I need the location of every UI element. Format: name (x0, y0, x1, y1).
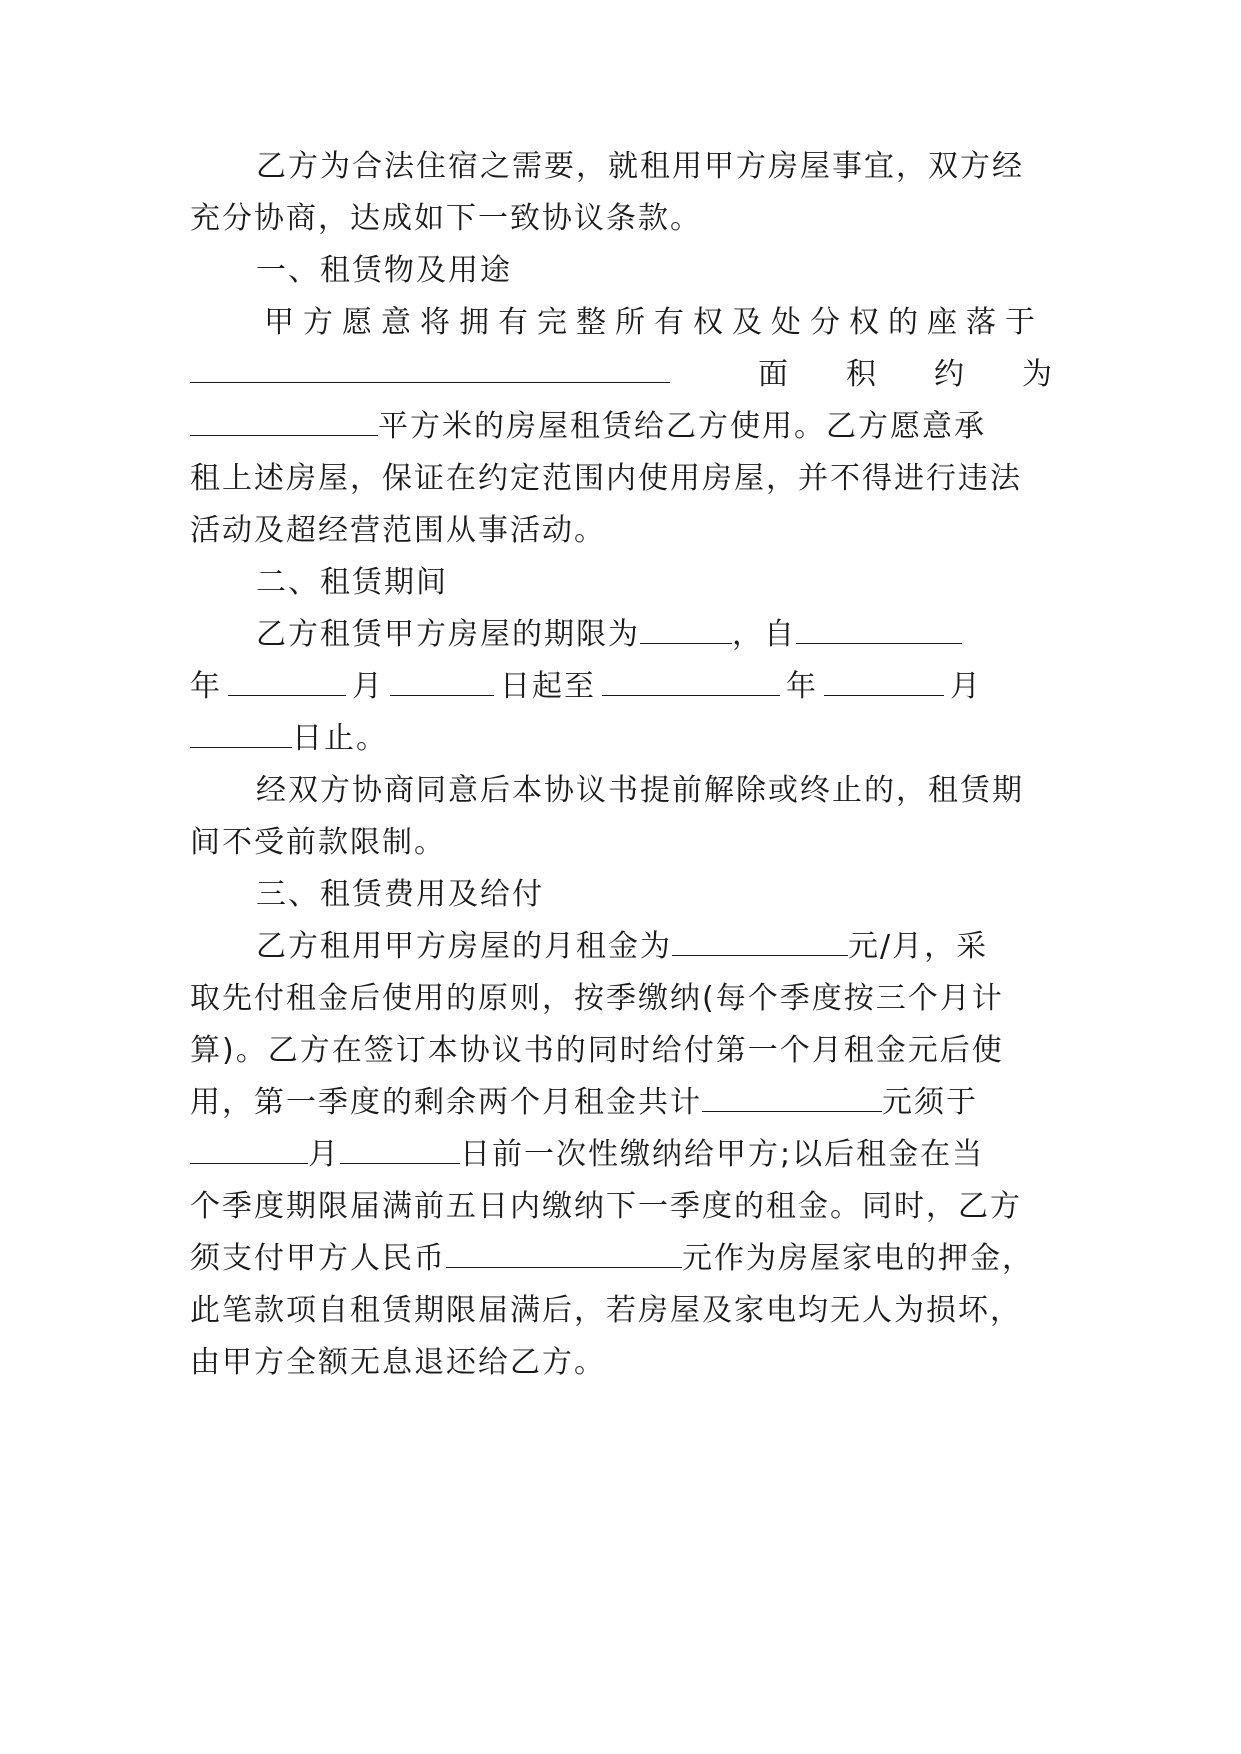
paragraph-4-line-9: 由甲方全额无息退还给乙方。 (190, 1345, 606, 1380)
paragraph-2-line-1 (256, 614, 1052, 656)
rent-text: 乙方租用甲方房屋的月租金为 (256, 929, 672, 964)
word-yue: 约 (934, 357, 964, 392)
day-to-text: 日起至 (500, 669, 596, 704)
rent-unit-text: 元/月，采 (848, 929, 989, 964)
end-month-blank (824, 667, 944, 696)
remaining-rent-text: 用，第一季度的剩余两个月租金共计 (190, 1085, 702, 1120)
month-char-2: 月 (950, 669, 982, 704)
deposit-text: 须支付甲方人民币 (190, 1241, 446, 1276)
paragraph-1-line-4: 租上述房屋，保证在约定范围内使用房屋，并不得进行违法 (190, 461, 1022, 496)
due-text: 元须于 (882, 1085, 978, 1120)
start-day-blank (390, 667, 494, 696)
term-text: 乙方租赁甲方房屋的期限为 (256, 617, 640, 652)
paragraph-2-line-3 (190, 718, 1052, 760)
deposit-rest-text: 元作为房屋家电的押金， (682, 1241, 1034, 1276)
paragraph-intro-line-2: 充分协商，达成如下一致协议条款。 (190, 201, 702, 236)
due-day-blank (340, 1135, 460, 1164)
paragraph-1-line-5: 活动及超经营范围从事活动。 (190, 513, 606, 548)
paragraph-3-line-2: 间不受前款限制。 (190, 825, 446, 860)
word-ji: 积 (846, 357, 876, 392)
paragraph-4-line-4 (190, 1082, 1052, 1124)
paragraph-4-line-2: 取先付租金后使用的原则，按季缴纳(每个季度按三个月计 (190, 981, 1004, 1016)
due-month-char: 月 (308, 1137, 340, 1172)
paragraph-4-line-3: 算)。乙方在签订本协议书的同时给付第一个月租金元后使 (190, 1033, 1004, 1068)
monthly-rent-blank (672, 927, 848, 956)
end-text: 日止。 (292, 721, 388, 756)
paragraph-4-line-7 (190, 1238, 1052, 1280)
paragraph-4-line-6: 个季度期限届满前五日内缴纳下一季度的租金。同时，乙方 (190, 1189, 1022, 1224)
location-blank (190, 354, 670, 383)
word-wei: 为 (1022, 357, 1052, 392)
paragraph-4-line-8: 此笔款项自租赁期限届满后，若房屋及家电均无人为损坏， (190, 1293, 1022, 1328)
term-blank (640, 615, 732, 644)
paragraph-intro-line-1: 乙方为合法住宿之需要，就租用甲方房屋事宜，双方经 (256, 149, 1024, 184)
year-char-2: 年 (786, 669, 818, 704)
paragraph-1-line-1: 甲方愿意将拥有完整所有权及处分权的座落于 (264, 305, 1044, 340)
paragraph-3-line-1: 经双方协商同意后本协议书提前解除或终止的，租赁期 (256, 773, 1024, 808)
month-char: 月 (352, 669, 384, 704)
paragraph-1-line-3 (190, 406, 1052, 448)
paragraph-2-line-2 (190, 666, 1052, 708)
start-month-blank (228, 667, 346, 696)
due-rest-text: 日前一次性缴纳给甲方;以后租金在当 (460, 1137, 985, 1172)
year-char: 年 (190, 669, 222, 704)
section-heading-3: 三、租赁费用及给付 (256, 877, 544, 912)
start-year-blank (796, 615, 962, 644)
area-text: 平方米的房屋租赁给乙方使用。乙方愿意承 (378, 409, 986, 444)
paragraph-1-line-2 (190, 354, 1052, 396)
deposit-blank (446, 1239, 682, 1268)
paragraph-4-line-5 (190, 1134, 1052, 1176)
from-text: ，自 (732, 617, 796, 652)
remaining-rent-blank (702, 1083, 882, 1112)
area-blank (190, 407, 378, 436)
section-heading-1: 一、租赁物及用途 (256, 253, 512, 288)
word-mian: 面 (758, 357, 788, 392)
end-year-blank (602, 667, 780, 696)
end-day-blank (190, 719, 292, 748)
due-month-blank (190, 1135, 308, 1164)
section-heading-2: 二、租赁期间 (256, 565, 448, 600)
paragraph-4-line-1 (256, 926, 1052, 968)
